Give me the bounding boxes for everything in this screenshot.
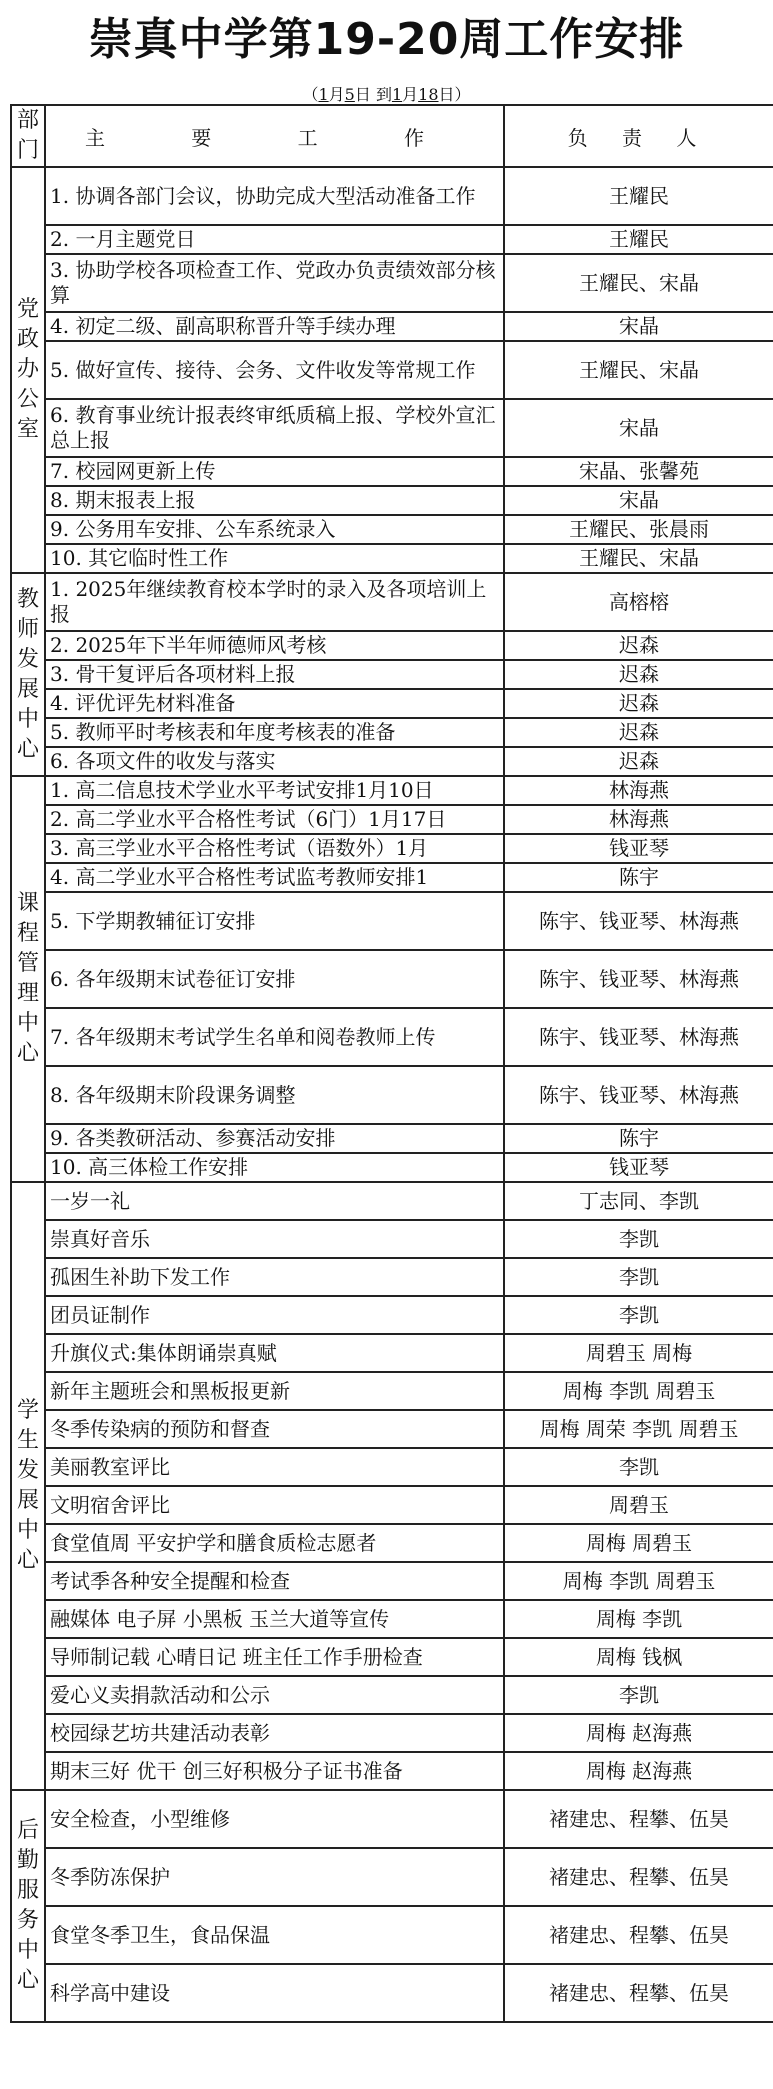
table-row	[11, 1066, 773, 1124]
owner-cell: 宋晶、张馨苑	[504, 457, 773, 486]
owner-cell: 王耀民	[504, 225, 773, 254]
header-row	[11, 105, 773, 167]
owner-cell: 褚建忠、程攀、伍昊	[504, 1964, 773, 2022]
table-row	[11, 1638, 773, 1676]
owner-cell: 宋晶	[504, 486, 773, 515]
table-row	[11, 399, 773, 457]
task-cell: 新年主题班会和黑板报更新	[45, 1372, 504, 1410]
task-cell: 3. 骨干复评后各项材料上报	[45, 660, 504, 689]
task-cell: 2. 一月主题党日	[45, 225, 504, 254]
task-cell: 10. 高三体检工作安排	[45, 1153, 504, 1182]
date-close: 日）	[438, 85, 471, 104]
owner-cell: 褚建忠、程攀、伍昊	[504, 1790, 773, 1848]
owner-cell: 王耀民、宋晶	[504, 341, 773, 399]
table-row	[11, 1486, 773, 1524]
task-cell: 9. 公务用车安排、公车系统录入	[45, 515, 504, 544]
owner-cell: 迟森	[504, 718, 773, 747]
owner-cell: 迟森	[504, 747, 773, 776]
table-row	[11, 1848, 773, 1906]
date-sep-3: 月	[402, 85, 419, 104]
table-row	[11, 1153, 773, 1182]
owner-cell: 钱亚琴	[504, 1153, 773, 1182]
task-cell: 4. 初定二级、副高职称晋升等手续办理	[45, 312, 504, 341]
task-cell: 6. 各项文件的收发与落实	[45, 747, 504, 776]
table-row	[11, 1334, 773, 1372]
task-cell: 4. 评优评先材料准备	[45, 689, 504, 718]
table-row	[11, 1410, 773, 1448]
table-row	[11, 718, 773, 747]
task-cell: 9. 各类教研活动、参赛活动安排	[45, 1124, 504, 1153]
owner-cell: 周梅 李凯	[504, 1600, 773, 1638]
owner-cell: 迟森	[504, 689, 773, 718]
date-start-month: 1	[318, 85, 329, 104]
owner-cell: 王耀民、张晨雨	[504, 515, 773, 544]
owner-cell: 丁志同、李凯	[504, 1182, 773, 1220]
task-cell: 食堂值周 平安护学和膳食质检志愿者	[45, 1524, 504, 1562]
date-range	[0, 84, 773, 106]
owner-cell: 李凯	[504, 1676, 773, 1714]
table-row	[11, 1562, 773, 1600]
task-cell: 期末三好 优干 创三好积极分子证书准备	[45, 1752, 504, 1790]
schedule-body	[11, 167, 773, 2022]
task-cell: 8. 期末报表上报	[45, 486, 504, 515]
dept-cell: 党政办公室	[11, 167, 45, 573]
owner-cell: 周梅 周碧玉	[504, 1524, 773, 1562]
owner-cell: 李凯	[504, 1296, 773, 1334]
owner-cell: 陈宇	[504, 1124, 773, 1153]
table-row	[11, 660, 773, 689]
table-row	[11, 1296, 773, 1334]
owner-cell: 王耀民、宋晶	[504, 544, 773, 573]
dept-cell: 课程管理中心	[11, 776, 45, 1182]
task-cell: 3. 协助学校各项检查工作、党政办负责绩效部分核算	[45, 254, 504, 312]
task-cell: 冬季防冻保护	[45, 1848, 504, 1906]
task-cell: 6. 各年级期末试卷征订安排	[45, 950, 504, 1008]
owner-cell: 林海燕	[504, 776, 773, 805]
table-row	[11, 544, 773, 573]
table-row	[11, 1524, 773, 1562]
owner-cell: 周梅 钱枫	[504, 1638, 773, 1676]
task-cell: 爱心义卖捐款活动和公示	[45, 1676, 504, 1714]
owner-cell: 周梅 赵海燕	[504, 1714, 773, 1752]
table-row	[11, 515, 773, 544]
owner-cell: 陈宇、钱亚琴、林海燕	[504, 892, 773, 950]
task-cell: 科学高中建设	[45, 1964, 504, 2022]
table-row	[11, 892, 773, 950]
table-row	[11, 1008, 773, 1066]
task-cell: 8. 各年级期末阶段课务调整	[45, 1066, 504, 1124]
table-row	[11, 573, 773, 631]
task-cell: 导师制记载 心晴日记 班主任工作手册检查	[45, 1638, 504, 1676]
owner-cell: 林海燕	[504, 805, 773, 834]
dept-cell: 后勤服务中心	[11, 1790, 45, 2022]
dept-cell: 教师发展中心	[11, 573, 45, 776]
header-dept: 部门	[11, 105, 45, 167]
table-row	[11, 1182, 773, 1220]
task-cell: 冬季传染病的预防和督查	[45, 1410, 504, 1448]
task-cell: 崇真好音乐	[45, 1220, 504, 1258]
owner-cell: 李凯	[504, 1448, 773, 1486]
table-row	[11, 689, 773, 718]
owner-cell: 李凯	[504, 1220, 773, 1258]
task-cell: 美丽教室评比	[45, 1448, 504, 1486]
date-end-day: 18	[418, 85, 439, 104]
table-row	[11, 1676, 773, 1714]
task-cell: 2. 2025年下半年师德师风考核	[45, 631, 504, 660]
owner-cell: 周碧玉 周梅	[504, 1334, 773, 1372]
table-row	[11, 1372, 773, 1410]
owner-cell: 褚建忠、程攀、伍昊	[504, 1848, 773, 1906]
task-cell: 安全检查，小型维修	[45, 1790, 504, 1848]
task-cell: 5. 下学期教辅征订安排	[45, 892, 504, 950]
owner-cell: 高榕榕	[504, 573, 773, 631]
table-row	[11, 1752, 773, 1790]
table-row	[11, 1220, 773, 1258]
task-cell: 7. 校园网更新上传	[45, 457, 504, 486]
table-row	[11, 747, 773, 776]
owner-cell: 周梅 李凯 周碧玉	[504, 1372, 773, 1410]
table-row	[11, 254, 773, 312]
table-row	[11, 1714, 773, 1752]
task-cell: 10. 其它临时性工作	[45, 544, 504, 573]
header-task: 主 要 工 作	[45, 105, 504, 167]
task-cell: 升旗仪式:集体朗诵崇真赋	[45, 1334, 504, 1372]
table-row	[11, 776, 773, 805]
table-row	[11, 486, 773, 515]
owner-cell: 陈宇、钱亚琴、林海燕	[504, 1066, 773, 1124]
task-cell: 考试季各种安全提醒和检查	[45, 1562, 504, 1600]
task-cell: 5. 教师平时考核表和年度考核表的准备	[45, 718, 504, 747]
task-cell: 校园绿艺坊共建活动表彰	[45, 1714, 504, 1752]
table-row	[11, 1258, 773, 1296]
task-cell: 6. 教育事业统计报表终审纸质稿上报、学校外宣汇总上报	[45, 399, 504, 457]
date-sep-1: 月	[328, 85, 345, 104]
task-cell: 1. 高二信息技术学业水平考试安排1月10日	[45, 776, 504, 805]
owner-cell: 钱亚琴	[504, 834, 773, 863]
page-title: 崇真中学第19-20周工作安排	[88, 14, 685, 65]
dept-cell: 学生发展中心	[11, 1182, 45, 1790]
task-cell: 2. 高二学业水平合格性考试（6门）1月17日	[45, 805, 504, 834]
owner-cell: 周梅 李凯 周碧玉	[504, 1562, 773, 1600]
table-row	[11, 312, 773, 341]
table-row	[11, 1790, 773, 1848]
table-row	[11, 834, 773, 863]
task-cell: 一岁一礼	[45, 1182, 504, 1220]
task-cell: 融媒体 电子屏 小黑板 玉兰大道等宣传	[45, 1600, 504, 1638]
date-sep-2: 日 到	[354, 85, 392, 104]
table-row	[11, 457, 773, 486]
table-row	[11, 225, 773, 254]
owner-cell: 周梅 周荣 李凯 周碧玉	[504, 1410, 773, 1448]
date-start-day: 5	[344, 85, 355, 104]
owner-cell: 周梅 赵海燕	[504, 1752, 773, 1790]
owner-cell: 陈宇、钱亚琴、林海燕	[504, 950, 773, 1008]
task-cell: 团员证制作	[45, 1296, 504, 1334]
owner-cell: 周碧玉	[504, 1486, 773, 1524]
owner-cell: 迟森	[504, 660, 773, 689]
date-open: （	[302, 85, 319, 104]
header-owner: 负 责 人	[504, 105, 773, 167]
table-row	[11, 805, 773, 834]
owner-cell: 王耀民	[504, 167, 773, 225]
table-row	[11, 341, 773, 399]
task-cell: 5. 做好宣传、接待、会务、文件收发等常规工作	[45, 341, 504, 399]
task-cell: 文明宿舍评比	[45, 1486, 504, 1524]
table-row	[11, 167, 773, 225]
task-cell: 1. 协调各部门会议，协助完成大型活动准备工作	[45, 167, 504, 225]
table-row	[11, 1124, 773, 1153]
owner-cell: 李凯	[504, 1258, 773, 1296]
table-row	[11, 1600, 773, 1638]
task-cell: 3. 高三学业水平合格性考试（语数外）1月	[45, 834, 504, 863]
table-row	[11, 631, 773, 660]
owner-cell: 宋晶	[504, 399, 773, 457]
task-cell: 4. 高二学业水平合格性考试监考教师安排1	[45, 863, 504, 892]
owner-cell: 王耀民、宋晶	[504, 254, 773, 312]
task-cell: 食堂冬季卫生，食品保温	[45, 1906, 504, 1964]
owner-cell: 陈宇、钱亚琴、林海燕	[504, 1008, 773, 1066]
task-cell: 孤困生补助下发工作	[45, 1258, 504, 1296]
owner-cell: 褚建忠、程攀、伍昊	[504, 1906, 773, 1964]
table-row	[11, 1906, 773, 1964]
table-row	[11, 1448, 773, 1486]
task-cell: 7. 各年级期末考试学生名单和阅卷教师上传	[45, 1008, 504, 1066]
table-row	[11, 863, 773, 892]
schedule-table	[10, 104, 773, 2023]
task-cell: 1. 2025年继续教育校本学时的录入及各项培训上报	[45, 573, 504, 631]
table-row	[11, 950, 773, 1008]
date-end-month: 1	[391, 85, 403, 104]
owner-cell: 宋晶	[504, 312, 773, 341]
table-row	[11, 1964, 773, 2022]
owner-cell: 陈宇	[504, 863, 773, 892]
owner-cell: 迟森	[504, 631, 773, 660]
